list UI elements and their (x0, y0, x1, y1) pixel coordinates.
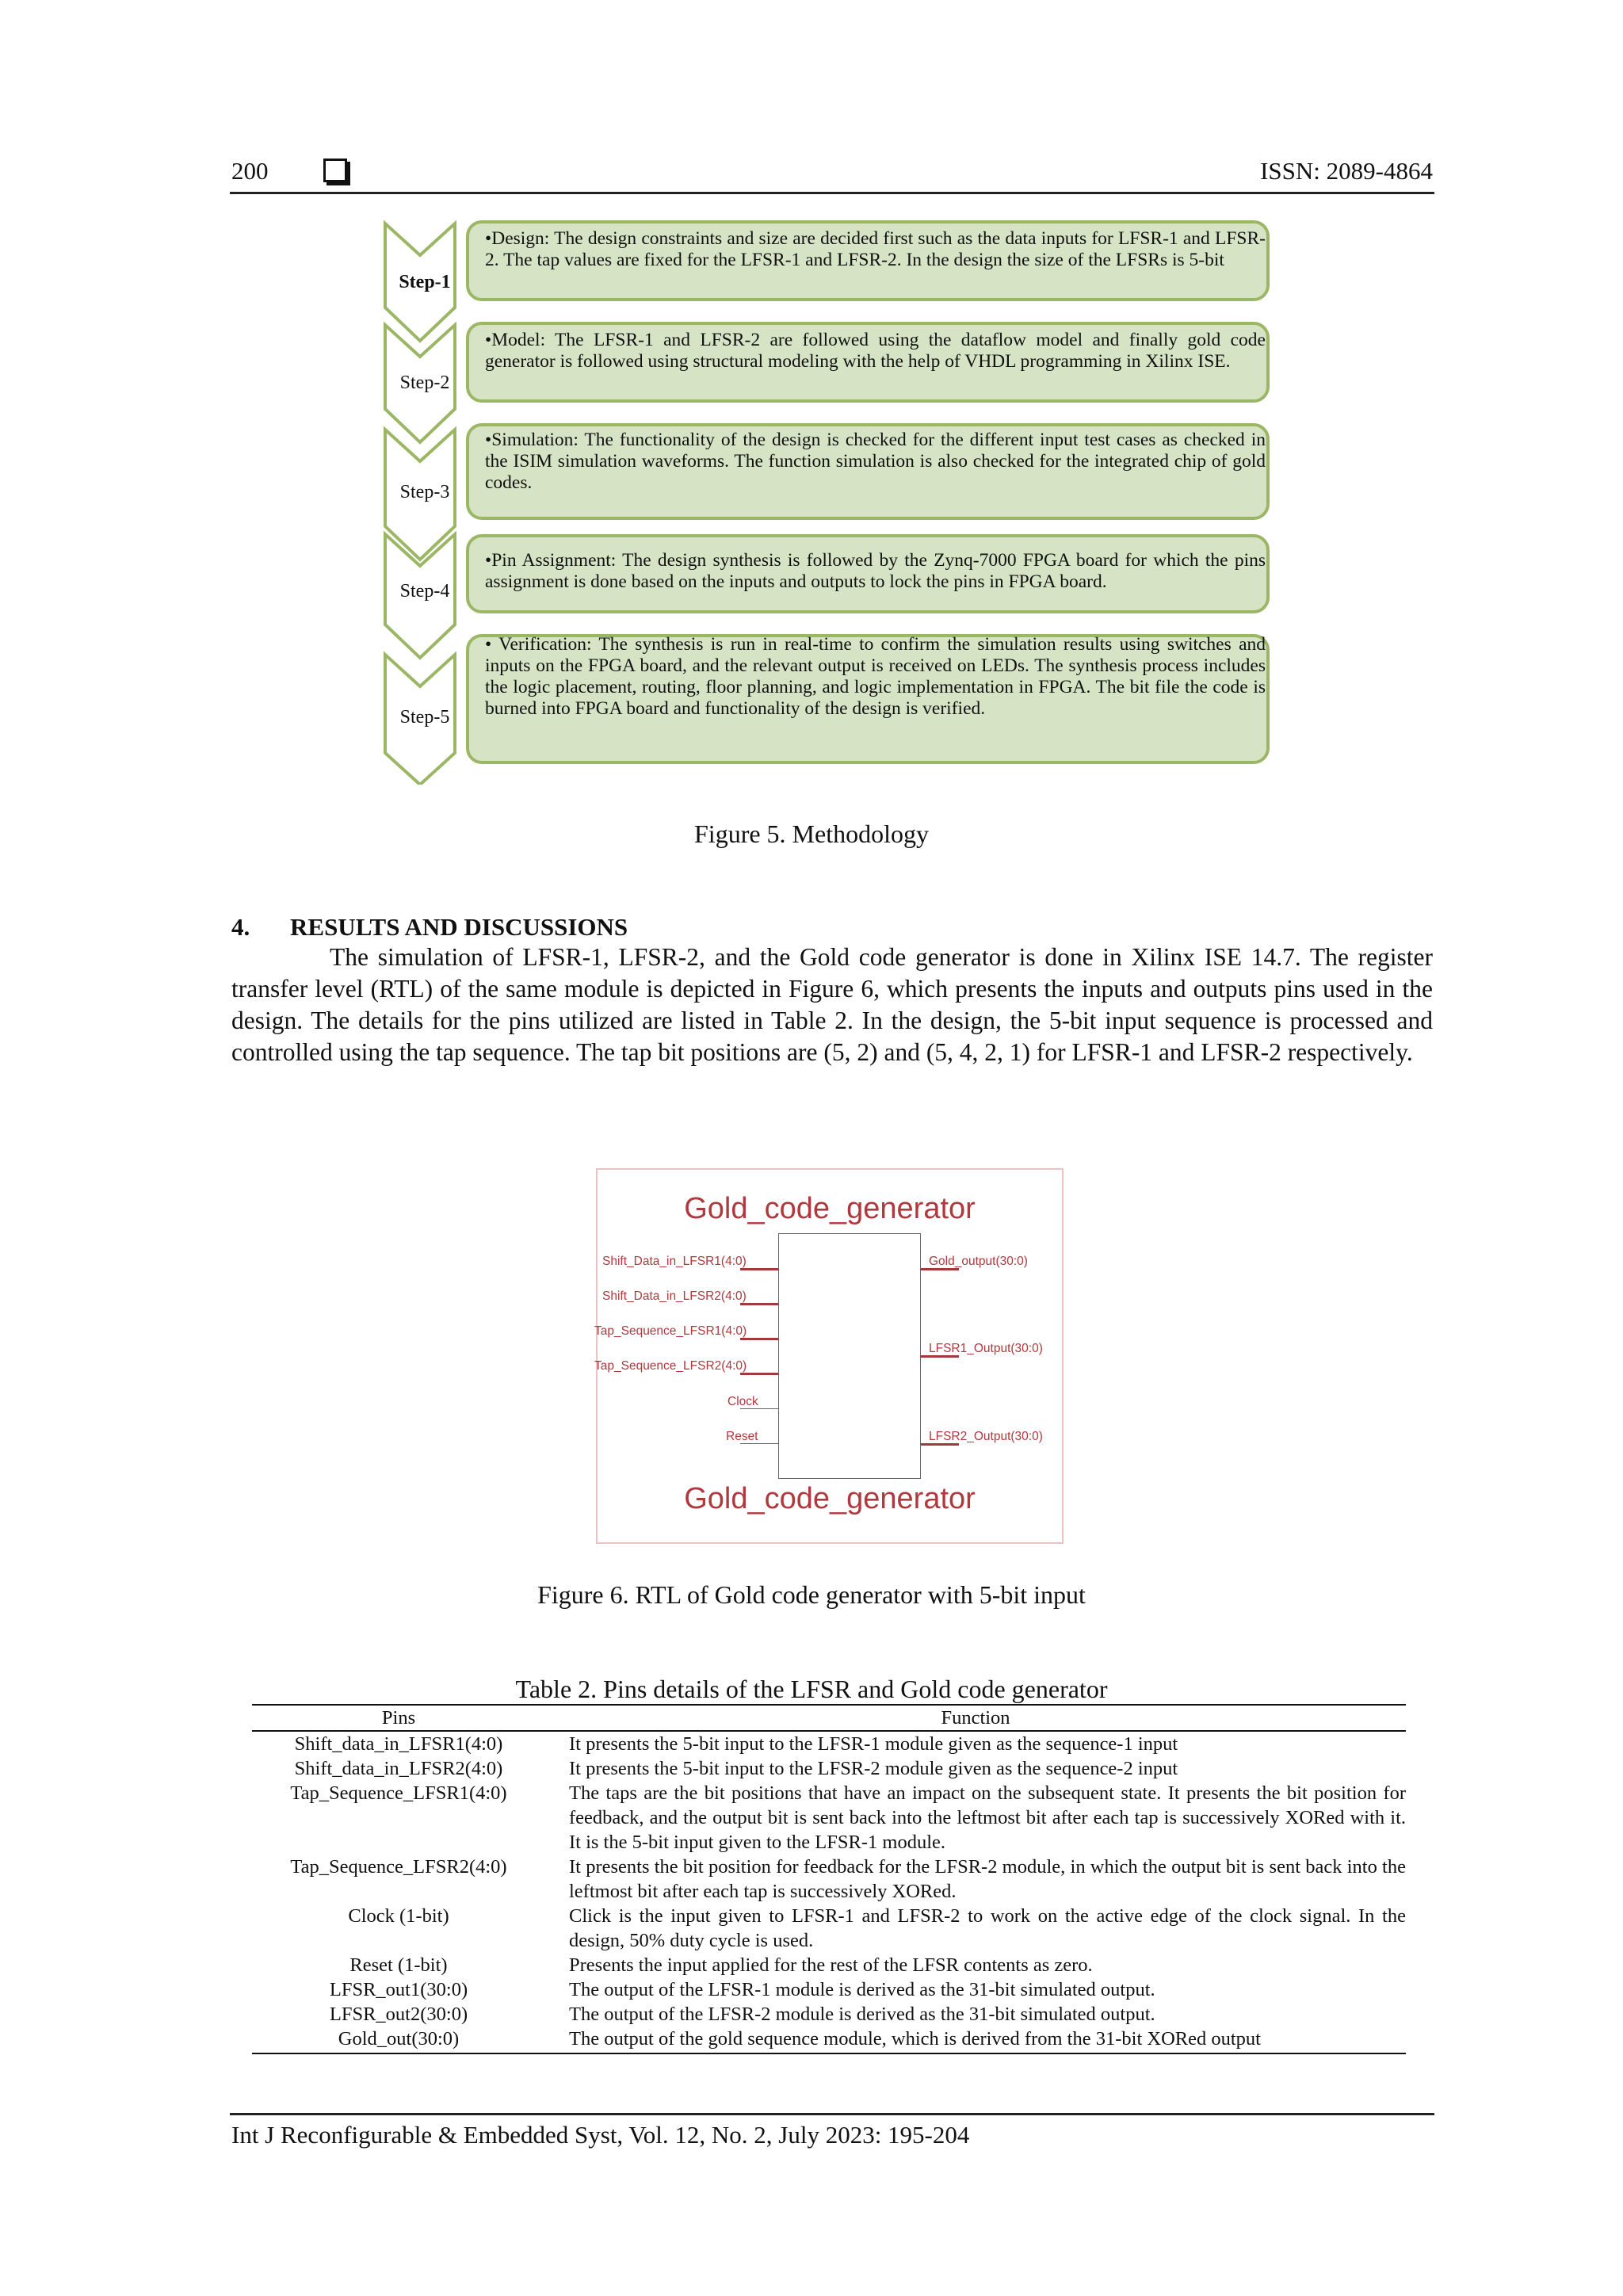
table-row (252, 1953, 1406, 1977)
rtl-block (778, 1233, 921, 1479)
function-cell: It presents the bit position for feedback for the LFSR-2 module, in which the output bit is sent back into the leftmost bit after each tap is successively XORed. (569, 1856, 1406, 1902)
step2-text: •Model: The LFSR-1 and LFSR-2 are followed using the dataflow model and finally gold code generator is followed using structural modeling with the help of VHDL programming in Xilinx ISE. (485, 330, 1266, 372)
pin-cell: LFSR_out2(30:0) (329, 2004, 468, 2025)
pin-cell: Tap_Sequence_LFSR2(4:0) (290, 1856, 507, 1878)
pin-reset: Reset (726, 1430, 758, 1443)
pin-lfsr2-output: LFSR2_Output(30:0) (929, 1430, 1043, 1443)
section-paragraph: The simulation of LFSR-1, LFSR-2, and the Gold code generator is done in Xilinx ISE 14.7. The register transfer level (RTL) of the same module is depicted in Figure 6, which presents the inputs and outputs pins used in the design. The details for the pins utilized are listed in Table 2. In the design, the 5-bit input sequence is processed and controlled using the tap sequence. The tap bit positions are (5, 2) and (5, 4, 2, 1) for LFSR-1 and LFSR-2 respectively. (231, 943, 1433, 1066)
step1-label: Step-1 (399, 272, 451, 292)
header-pins: Pins (252, 1705, 545, 1731)
function-cell: The taps are the bit positions that have an impact on the subsequent state. It presents the bit position for feedback, and the output bit is sent back into the leftmost bit after each tap is successively XORed with it. It is the 5-bit input given to the LFSR-1 module. (569, 1782, 1406, 1853)
step5-label: Step-5 (399, 707, 450, 728)
pin-shift-data-lfsr1: Shift_Data_in_LFSR1(4:0) (602, 1255, 747, 1268)
rtl-title-bottom: Gold_code_generator (684, 1482, 976, 1515)
table-row (252, 1756, 1406, 1781)
function-cell: The output of the LFSR-2 module is derived as the 31-bit simulated output. (569, 2004, 1155, 2025)
pin-clock: Clock (727, 1395, 758, 1408)
table-row (252, 2027, 1406, 2053)
table2-caption: Table 2. Pins details of the LFSR and Gold code generator (515, 1675, 1108, 1703)
step3-text: •Simulation: The functionality of the design is checked for the different input test cases as checked in the ISIM simulation waveforms. The function simulation is also checked for the integrated chip of gold codes. (485, 430, 1266, 493)
pin-gold-output: Gold_output(30:0) (929, 1255, 1028, 1268)
step1-text: •Design: The design constraints and size are decided first such as the data inputs for LFSR-1 and LFSR-2. The tap values are fixed for the LFSR-1 and LFSR-2. In the design the size of the LFSRs is 5-bit (485, 228, 1266, 270)
function-cell: It presents the 5-bit input to the LFSR-2 module given as the sequence-2 input (569, 1758, 1178, 1779)
table-row (252, 1855, 1406, 1904)
pin-cell: LFSR_out1(30:0) (329, 1979, 468, 2000)
function-cell: Click is the input given to LFSR-1 and LFSR-2 to work on the active edge of the clock signal. In the design, 50% duty cycle is used. (569, 1905, 1406, 1951)
pin-cell: Shift_data_in_LFSR1(4:0) (294, 1733, 503, 1755)
issn: ISSN: 2089-4864 (1260, 157, 1433, 185)
header-function: Function (545, 1705, 1406, 1731)
figure5-caption: Figure 5. Methodology (694, 819, 929, 848)
table-header-row (252, 1705, 1406, 1731)
step5-text: • Verification: The synthesis is run in real-time to confirm the simulation results using switches and inputs on the FPGA board, and the relevant output is received on LEDs. The synthesis process includes the logic placement, routing, floor planning, and logic implementation in FPGA. The bit file the code is burned into FPGA board and functionality of the design is verified. (485, 634, 1266, 719)
section-number: 4. (231, 913, 250, 941)
page-number: 200 (231, 157, 269, 185)
rtl-title-top: Gold_code_generator (684, 1192, 976, 1225)
step2-label: Step-2 (399, 372, 450, 393)
footer-citation: Int J Reconfigurable & Embedded Syst, Vol. 12, No. 2, July 2023: 195-204 (231, 2121, 970, 2149)
table-row (252, 1977, 1406, 2002)
function-cell: It presents the 5-bit input to the LFSR-1 module given as the sequence-1 input (569, 1733, 1178, 1755)
step3-label: Step-3 (399, 482, 450, 502)
header-rule (230, 192, 1434, 194)
pin-cell: Tap_Sequence_LFSR1(4:0) (290, 1782, 507, 1804)
checkbox-square-icon (323, 159, 347, 182)
pin-cell: Reset (1-bit) (349, 1954, 448, 1976)
figure6-caption: Figure 6. RTL of Gold code generator with 5-bit input (537, 1580, 1086, 1609)
function-cell: Presents the input applied for the rest of the LFSR contents as zero. (569, 1954, 1093, 1976)
pin-cell: Clock (1-bit) (348, 1905, 449, 1927)
pin-tap-sequence-lfsr2: Tap_Sequence_LFSR2(4:0) (594, 1359, 747, 1373)
table-row (252, 1904, 1406, 1953)
step4-label: Step-4 (399, 581, 450, 602)
pin-cell: Gold_out(30:0) (252, 2027, 545, 2053)
section-title: RESULTS AND DISCUSSIONS (290, 913, 628, 941)
pin-lfsr1-output: LFSR1_Output(30:0) (929, 1342, 1043, 1355)
table-row (252, 2002, 1406, 2027)
pin-cell: Shift_data_in_LFSR2(4:0) (294, 1758, 503, 1779)
function-cell: The output of the LFSR-1 module is derived as the 31-bit simulated output. (569, 1979, 1155, 2000)
pin-shift-data-lfsr2: Shift_Data_in_LFSR2(4:0) (602, 1289, 747, 1303)
table-row (252, 1781, 1406, 1855)
footer-rule (230, 2113, 1434, 2115)
pin-tap-sequence-lfsr1: Tap_Sequence_LFSR1(4:0) (594, 1324, 747, 1338)
pins-table (252, 1704, 1406, 2054)
step4-text: •Pin Assignment: The design synthesis is followed by the Zynq-7000 FPGA board for which the pins assignment is done based on the inputs and outputs to lock the pins in FPGA board. (485, 550, 1266, 592)
table-row (252, 1731, 1406, 1756)
function-cell: The output of the gold sequence module, which is derived from the 31-bit XORed output (545, 2027, 1406, 2053)
